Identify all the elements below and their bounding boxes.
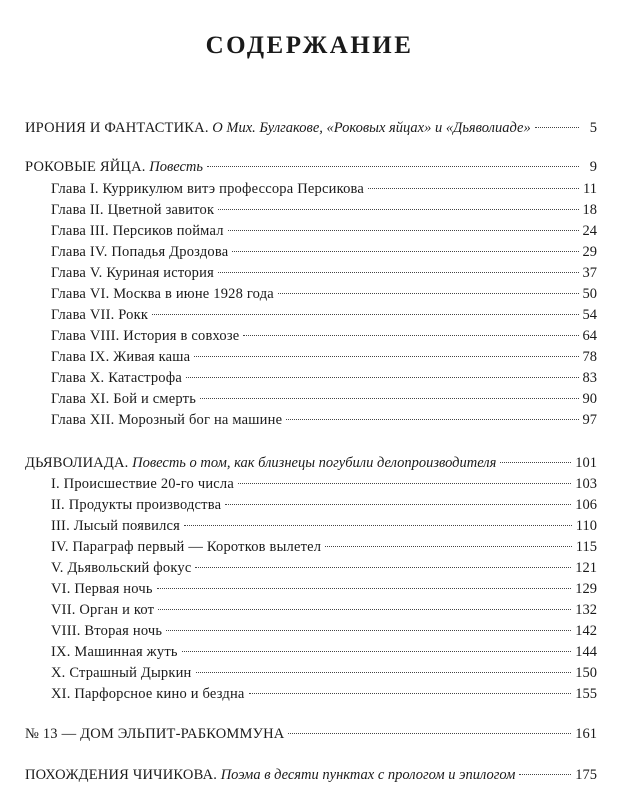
toc-entry-label: [25, 117, 531, 139]
toc-entry-page-number: 132: [575, 602, 597, 618]
dot-leader: [218, 209, 578, 210]
toc-entry-subtitle: О Мих. Булгакове, «Роковых яйцах» и «Дьяволиаде»: [208, 120, 531, 136]
toc-entry[interactable]: [51, 599, 597, 621]
toc-entry-title: IX. Машинная жуть: [51, 644, 178, 660]
toc-entry[interactable]: [25, 452, 597, 474]
toc-entry-page-number: 121: [575, 560, 597, 576]
toc-entry-page-number: 11: [583, 181, 597, 197]
toc-entry[interactable]: [51, 662, 597, 684]
toc-entry[interactable]: [51, 641, 597, 663]
toc-entry-title: Глава VI. Москва в июне 1928 года: [51, 286, 274, 302]
toc-entry-page-number: 37: [582, 265, 597, 281]
toc-entry-label: [51, 473, 234, 495]
toc-entry[interactable]: [51, 578, 597, 600]
toc-entry-title: III. Лысый появился: [51, 518, 181, 534]
toc-entry-page-number: 103: [575, 476, 597, 492]
toc-entry-subtitle: Поэма в десяти пунктах с прологом и эпилогом: [217, 767, 516, 783]
toc-entry-title: Глава XI. Бой и смерть: [51, 391, 197, 407]
dot-leader: [195, 567, 571, 568]
toc-entry-page-number: 110: [575, 518, 597, 534]
toc-entry-label: [25, 764, 515, 786]
toc-entry[interactable]: [51, 515, 597, 537]
toc-entry-page-number: 144: [575, 644, 597, 660]
toc-entry-title: VIII. Вторая ночь: [51, 623, 163, 639]
toc-entry[interactable]: [51, 220, 597, 242]
dot-leader: [152, 314, 578, 315]
dot-leader: [228, 230, 579, 231]
toc-entry-label: [25, 156, 203, 178]
toc-entry-page-number: 101: [575, 455, 597, 471]
dot-leader: [200, 398, 578, 399]
toc-entry-page-number: 175: [575, 767, 597, 783]
dot-leader: [288, 733, 571, 734]
toc-entry-label: [25, 452, 496, 474]
toc-entry-subtitle: Повесть о том, как близнецы погубили делопроизводителя: [128, 455, 497, 471]
dot-leader: [535, 127, 579, 128]
toc-entry-title: Глава VIII. История в совхозе: [51, 328, 240, 344]
toc-entry-page-number: 83: [582, 370, 597, 386]
toc-entry[interactable]: [25, 156, 597, 178]
toc-entry[interactable]: [51, 409, 597, 431]
toc-entry-page-number: 18: [582, 202, 597, 218]
toc-entry-label: [51, 409, 282, 431]
dot-leader: [186, 377, 579, 378]
toc-entry[interactable]: [51, 683, 597, 705]
dot-leader: [166, 630, 571, 631]
toc-entry-title: IV. Параграф первый — Коротков вылетел: [51, 539, 322, 555]
dot-leader: [157, 588, 572, 589]
toc-entry-label: [51, 325, 239, 347]
toc-entry-page-number: 78: [582, 349, 597, 365]
toc-entry-page-number: 155: [575, 686, 597, 702]
toc-entry-page-number: 129: [575, 581, 597, 597]
toc-entry-label: [51, 641, 178, 663]
toc-entry-title: Глава I. Куррикулюм витэ профессора Персикова: [51, 181, 365, 197]
toc-entry-label: [51, 262, 214, 284]
toc-entry[interactable]: [51, 283, 597, 305]
toc-entry-title: VII. Орган и кот: [51, 602, 155, 618]
toc-entry-page-number: 97: [582, 412, 597, 428]
dot-leader: [278, 293, 579, 294]
toc-entry-label: [25, 723, 284, 745]
dot-leader: [196, 672, 572, 673]
toc-entry-page-number: 54: [582, 307, 597, 323]
toc-entry-page-number: 115: [575, 539, 597, 555]
dot-leader: [225, 504, 571, 505]
toc-entry[interactable]: [51, 346, 597, 368]
toc-entry-title: V. Дьявольский фокус: [51, 560, 192, 576]
toc-entry[interactable]: [25, 723, 597, 745]
toc-entry-title: I. Происшествие 20-го числа: [51, 476, 234, 492]
toc-entry[interactable]: [51, 388, 597, 410]
toc-entry[interactable]: [51, 241, 597, 263]
dot-leader: [249, 693, 572, 694]
toc-entry-title: Глава II. Цветной завиток: [51, 202, 215, 218]
toc-entry-label: [51, 241, 228, 263]
toc-entry-title: Глава III. Персиков поймал: [51, 223, 224, 239]
dot-leader: [218, 272, 579, 273]
dot-leader: [238, 483, 571, 484]
toc-entry-label: [51, 346, 190, 368]
toc-entry[interactable]: [51, 473, 597, 495]
toc-entry-title: № 13 — ДОМ ЭЛЬПИТ-РАБКОММУНА: [25, 726, 285, 742]
dot-leader: [500, 462, 571, 463]
toc-entry-title: ДЬЯВОЛИАДА.: [25, 455, 129, 471]
dot-leader: [194, 356, 578, 357]
dot-leader: [368, 188, 579, 189]
dot-leader: [519, 774, 571, 775]
toc-entry-page-number: 90: [582, 391, 597, 407]
toc-entry-label: [51, 557, 191, 579]
toc-entry-page-number: 106: [575, 497, 597, 513]
toc-entry[interactable]: [51, 620, 597, 642]
toc-entry[interactable]: [51, 325, 597, 347]
toc-entry[interactable]: [25, 764, 597, 786]
toc-entry-label: [51, 578, 153, 600]
toc-entry[interactable]: [51, 557, 597, 579]
toc-entry-page-number: 161: [575, 726, 597, 742]
toc-entry-page-number: 64: [582, 328, 597, 344]
toc-entry[interactable]: [51, 304, 597, 326]
dot-leader: [182, 651, 572, 652]
toc-entry-page-number: 24: [582, 223, 597, 239]
dot-leader: [184, 525, 572, 526]
toc-entry[interactable]: [51, 494, 597, 516]
toc-entry[interactable]: [51, 199, 597, 221]
toc-entry[interactable]: [51, 367, 597, 389]
toc-entry-title: Глава VII. Рокк: [51, 307, 149, 323]
toc-entry-label: [51, 662, 192, 684]
toc-entry-title: XI. Парфорсное кино и бездна: [51, 686, 245, 702]
toc-entry-title: ПОХОЖДЕНИЯ ЧИЧИКОВА.: [25, 767, 218, 783]
toc-entry-label: [51, 304, 148, 326]
toc-entry-label: [51, 620, 162, 642]
toc-entry[interactable]: [51, 262, 597, 284]
toc-entry-page-number: 9: [589, 159, 597, 175]
toc-entry-title: РОКОВЫЕ ЯЙЦА.: [25, 159, 146, 175]
dot-leader: [232, 251, 578, 252]
toc-entry-label: [51, 388, 196, 410]
toc-entry[interactable]: [25, 117, 597, 139]
page-title: СОДЕРЖАНИЕ: [205, 32, 414, 59]
toc-entry-page-number: 5: [589, 120, 597, 136]
toc-entry-title: Глава XII. Морозный бог на машине: [51, 412, 283, 428]
toc-entry-label: [51, 683, 245, 705]
dot-leader: [243, 335, 578, 336]
dot-leader: [286, 419, 578, 420]
toc-entry-label: [51, 367, 182, 389]
toc-entry-title: Глава X. Катастрофа: [51, 370, 182, 386]
toc-entry-title: X. Страшный Дыркин: [51, 665, 192, 681]
toc-entry-label: [51, 283, 274, 305]
toc-entry-page-number: 29: [582, 244, 597, 260]
toc-entry-title: ИРОНИЯ И ФАНТАСТИКА.: [25, 120, 209, 136]
toc-entry[interactable]: [51, 178, 597, 200]
toc-entry-title: Глава V. Куриная история: [51, 265, 214, 281]
toc-entry-subtitle: Повесть: [145, 159, 204, 175]
dot-leader: [158, 609, 571, 610]
toc-entry-label: [51, 515, 180, 537]
toc-entry-label: [51, 220, 224, 242]
toc-entry-label: [51, 178, 364, 200]
dot-leader: [325, 546, 572, 547]
toc-entry-title: Глава IV. Попадья Дроздова: [51, 244, 229, 260]
dot-leader: [207, 166, 579, 167]
toc-entry-label: [51, 536, 321, 558]
toc-entry-label: [51, 199, 214, 221]
toc-entry-title: Глава IX. Живая каша: [51, 349, 191, 365]
toc-entry-title: VI. Первая ночь: [51, 581, 153, 597]
toc-entry-page-number: 150: [575, 665, 597, 681]
toc-entry-title: II. Продукты производства: [51, 497, 222, 513]
toc-entry-page-number: 50: [582, 286, 597, 302]
toc-entry-label: [51, 599, 154, 621]
toc-entry[interactable]: [51, 536, 597, 558]
toc-entry-page-number: 142: [575, 623, 597, 639]
toc-entry-label: [51, 494, 221, 516]
